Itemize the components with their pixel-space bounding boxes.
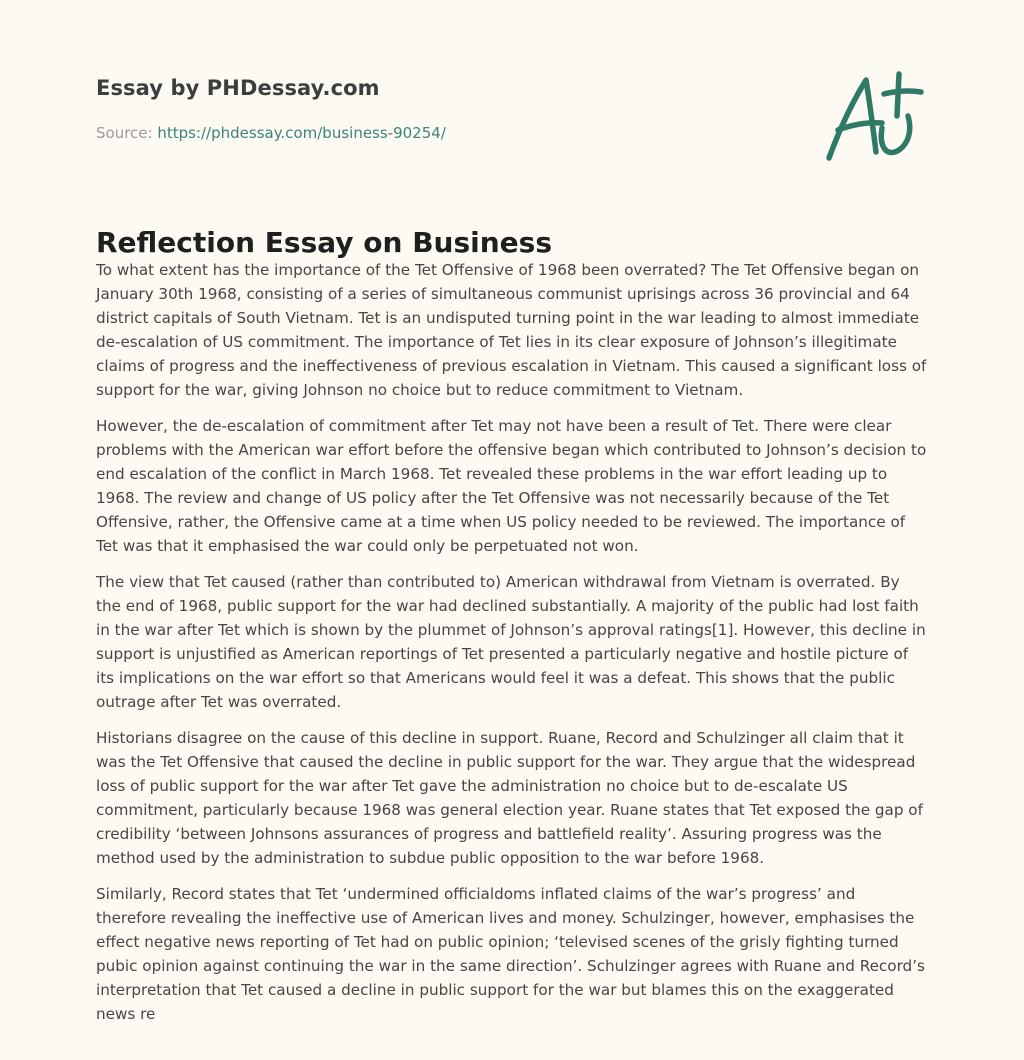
essay-paragraph: The view that Tet caused (rather than contributed to) American withdrawal from Vietnam is overrated. By the end of 1968, public support for the war had declined substantially. A majority of the public had lost faith in the war after Tet which is shown by the plummet of Johnson’s approval ratings[1]. However, this decline in support is unjustified as American reportings of Tet presented a particularly negative and hostile picture of its implications on the war effort so that Americans would feel it was a defeat. This shows that the public outrage after Tet was overrated. xyxy=(96,573,926,711)
site-brand: Essay by PHDessay.com xyxy=(96,76,380,100)
page-bottom-edge xyxy=(0,1042,1024,1060)
a-plus-grade-icon xyxy=(820,66,930,166)
essay-paragraph: Similarly, Record states that Tet ‘undermined officialdoms inflated claims of the war’s progress’ and therefore revealing the ineffective use of American lives and money. Schulzinger, however, emphasises the effect negative news reporting of Tet had on public opinion; ‘televised scenes of the grisly fighting turned pubic opinion against continuing the war in the same direction’. Schulzinger agrees with Ruane and Record’s interpretation that Tet caused a decline in public support for the war but blames this on the exaggerated news re xyxy=(96,885,925,1023)
essay-paragraph: To what extent has the importance of the Tet Offensive of 1968 been overrated? The Tet Offensive began on January 30th 1968, consisting of a series of simultaneous communist uprisings across 36 provincial and 64 district capitals of South Vietnam. Tet is an undisputed turning point in the war leading to almost immediate de-escalation of US commitment. The importance of Tet lies in its clear exposure of Johnson’s illegitimate claims of progress and the ineffectiveness of previous escalation in Vietnam. This caused a significant loss of support for the war, giving Johnson no choice but to reduce commitment to Vietnam. xyxy=(96,261,927,399)
essay-body xyxy=(96,258,928,1038)
essay-paragraph: Historians disagree on the cause of this decline in support. Ruane, Record and Schulzinger all claim that it was the Tet Offensive that caused the decline in public support for the war. They argue that the widespread loss of public support for the war after Tet gave the administration no choice but to de-escalate US commitment, particularly because 1968 was general election year. Ruane states that Tet exposed the gap of credibility ‘between Johnsons assurances of progress and battlefield reality’. Assuring progress was the method used by the administration to subdue public opposition to the war before 1968. xyxy=(96,729,923,867)
source-label: Source: xyxy=(96,124,158,142)
source-link[interactable]: https://phdessay.com/business-90254/ xyxy=(157,124,446,142)
essay-title: Reflection Essay on Business xyxy=(96,226,552,259)
essay-paragraph: However, the de-escalation of commitment after Tet may not have been a result of Tet. There were clear problems with the American war effort before the offensive began which contributed to Johnson’s decision to end escalation of the conflict in March 1968. Tet revealed these problems in the war effort leading up to 1968. The review and change of US policy after the Tet Offensive was not necessarily because of the Tet Offensive, rather, the Offensive came at a time when US policy needed to be reviewed. The importance of Tet was that it emphasised the war could only be perpetuated not won. xyxy=(96,417,927,555)
source-line xyxy=(96,124,446,142)
